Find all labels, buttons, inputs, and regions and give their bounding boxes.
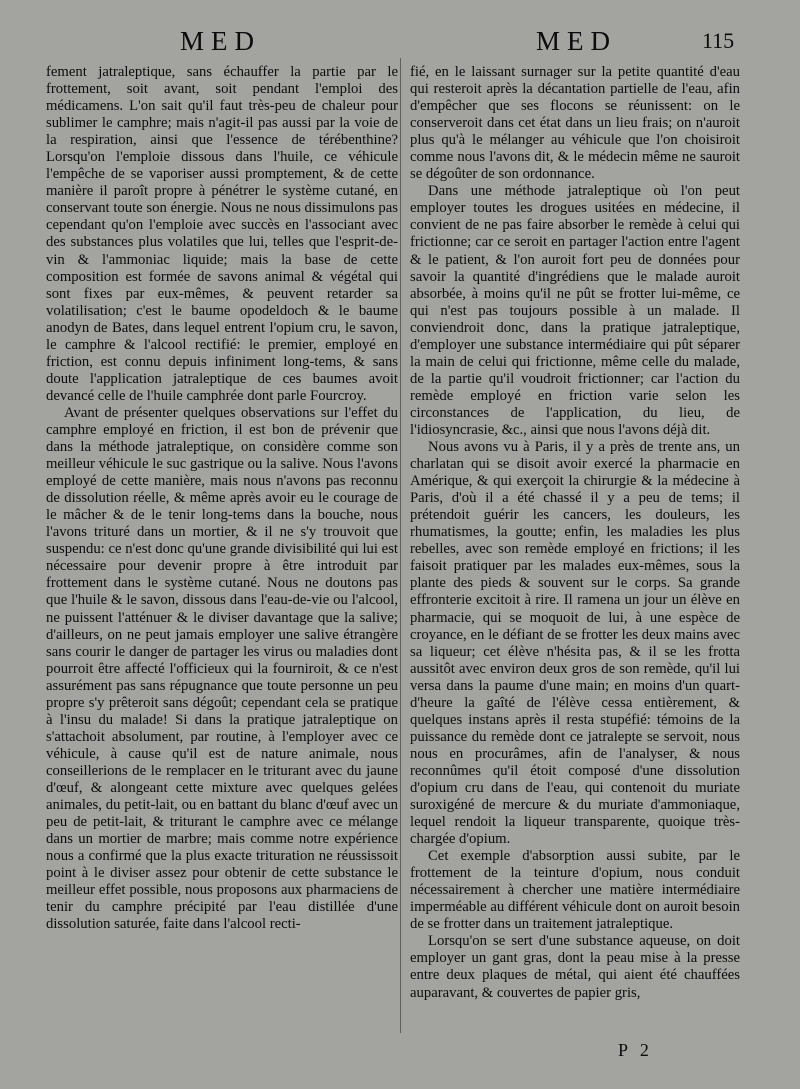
right-paragraph-5: Lorsqu'on se sert d'une substance aqueuse, on doit employer un gant gras, dont la peau mise à la presse entre deux plaques de métal, qui aient été chauffées auparavant, & couvertes de papier gris, xyxy=(410,933,740,1001)
signature-mark: P 2 xyxy=(618,1040,653,1060)
right-paragraph-2: Dans une méthode jatraleptique où l'on peut employer toutes les drogues usitées en médecine, il convient de ne pas faire absorber le remède à celui qui frictionne; car ce seroit en partager l'action entre l'agent & le patient, & l'on auroit fort peu de données pour savoir la quantité d'ingrédiens que le malade auroit absorbée, à moins qu'il ne pût se frotter lui-même, ce qui n'est pas toujours possible à un malade. Il conviendroit donc, dans la pratique jatraleptique, d'employer une substance intermédiaire qui pût séparer la main de celui qui frictionne, même celle du malade, de la partie qu'il voudroit frictionner; car l'action du remède employé en friction varie selon les circonstances de l'application, du lieu, de l'idiosyncrasie, &c., ainsi que nous l'avons déjà dit. xyxy=(410,183,740,438)
right-paragraph-3: Nous avons vu à Paris, il y a près de trente ans, un charlatan qui se disoit avoir exercé la pharmacie en Amérique, & qui exerçoit la chirurgie & la médecine à Paris, d'où il a été chassé il y a peu de tems; il prétendoit guérir les cancers, les douleurs, les rhumatismes, la goutte; enfin, les maladies les plus rebelles, avec son remède employé en frictions; il les faisoit pratiquer par les malades eux-mêmes, sous la plante des pieds & souvent sur le corps. Sa grande effronterie excitoit à rire. Il ramena un jour un élève en pharmacie, qui se moquoit de lui, à une espèce de croyance, en le défiant de se frotter les deux mains avec sa liqueur; cet élève n'hésita pas, & il se les frotta aussitôt avec environ deux gros de son remède, qu'il lui versa dans la paume d'une main; en moins d'un quart-d'heure la gaîté de l'élève cessa entièrement, & quelques instans après il resta stupéfié: témoins de la puissance du remède dont ce jatraleptе se servoit, nous nous en procurâmes, afin de l'analyser, & nous reconnûmes qu'il étoit composé d'une dissolution d'opium cru dans de l'eau, qui contenoit du muriate suroxigéné de mercure & du muriate d'ammoniaque, lequel rendoit la liqueur transparente, quoique très-chargée d'opium. xyxy=(410,439,740,848)
page-number: 115 xyxy=(702,28,735,53)
column-divider xyxy=(400,58,401,1033)
right-paragraph-4: Cet exemple d'absorption aussi subite, par le frottement de la teinture d'opium, nous conduit nécessairement à chercher une matière intermédiaire imperméable au différent véhicule dont on auroit besoin de se frotter dans un traitement jatraleptique. xyxy=(410,848,740,933)
header-right-title: MED xyxy=(536,26,617,56)
right-paragraph-1: fié, en le laissant surnager sur la petite quantité d'eau qui resteroit après la décantation partielle de l'eau, afin d'empêcher que ses flocons se réunissent: on le conserveroit dans cet état dans un lieu frais; on n'auroit plus qu'à le mélanger au véhicule que l'on choisiroit comme nous l'avons dit, & le médecin même ne sauroit se dégoûter de son ordonnance. xyxy=(410,64,740,183)
header-left-title: MED xyxy=(180,26,261,56)
right-column xyxy=(410,64,740,1002)
left-column xyxy=(46,64,398,933)
running-header xyxy=(0,26,800,60)
left-paragraph-1: fement jatraleptique, sans échauffer la partie par le frottement, soit avant, soit pendant l'emploi des médicamens. L'on sait qu'il faut très-peu de chaleur pour sublimer le camphre; mais n'agit-il pas aussi par la voie de la respiration, ainsi que l'essence de térébenthine? Lorsqu'on l'emploie dissous dans l'huile, ce véhicule l'empêche de se vaporiser aussi promptement, & de cette manière il paroît propre à pénétrer le système cutané, en conservant toute son énergie. Nous ne nous dissimulons pas cependant qu'on l'emploie avec succès en l'associant avec des substances plus volatiles que lui, telles que l'esprit-de-vin & l'ammoniac liquide; mais la base de cette composition est formée de savons animal & végétal qui sont fixes par eux-mêmes, & peuvent retarder sa volatilisation; c'est le baume opodeldoch & le baume anodyn de Bates, dans lequel entrent l'opium cru, le savon, le camphre & l'alcool rectifié: le premier, employé en friction, est connu depuis infiniment long-tems, & sans doute l'application jatraleptique de ces baumes avoit devancé celle de l'huile camphrée dont parle Fourcroy. xyxy=(46,64,398,404)
left-paragraph-2: Avant de présenter quelques observations sur l'effet du camphre employé en friction, il est bon de prévenir que dans la méthode jatraleptique, on considère comme son meilleur véhicule le suc gastrique ou la salive. Nous l'avons employé de cette manière, mais nous n'avons pas reconnu de dissolution réelle, & même après avoir eu le courage de le mâcher & de le tenir long-tems dans la bouche, nous l'avons trituré dans un mortier, & il ne s'y trouvoit que suspendu: ce n'est donc qu'une grande divisibilité qui lui est nécessaire pour devenir propre à être introduit par frottement dans le système cutané. Nous ne doutons pas que l'huile & le savon, dissous dans l'eau-de-vie ou l'alcool, ne puissent l'atténuer & le diviser davantage que la salive; d'ailleurs, on ne peut jamais employer une salive étrangère sans courir le danger de partager les virus ou maladies dont pourroit être affecté l'officieux qui la fourniroit, & ce n'est assurément pas sans répugnance que toute personne un peu propre s'y prêteroit sans dégoût; cependant cela se pratique à l'insu du malade! Si dans la pratique jatraleptique on s'attachoit absolument, par routine, à l'employer avec ce véhicule, à cause qu'il est de nature animale, nous conseillerions de le remplacer en le triturant avec du jaune d'œuf, & alongeant cette mixture avec quelques gelées animales, du petit-lait, ou en battant du blanc d'œuf avec un peu de petit-lait, & triturant le camphre avec ce mélange dans un mortier de marbre; mais comme notre expérience nous a confirmé que la plus exacte trituration ne réussissoit point à le diviser assez pour obtenir de cette substance le meilleur effet possible, nous proposons aux pharmaciens de tenir du camphre précipité par l'eau distillée d'une dissolution saturée, faite dans l'alcool recti- xyxy=(46,404,398,933)
